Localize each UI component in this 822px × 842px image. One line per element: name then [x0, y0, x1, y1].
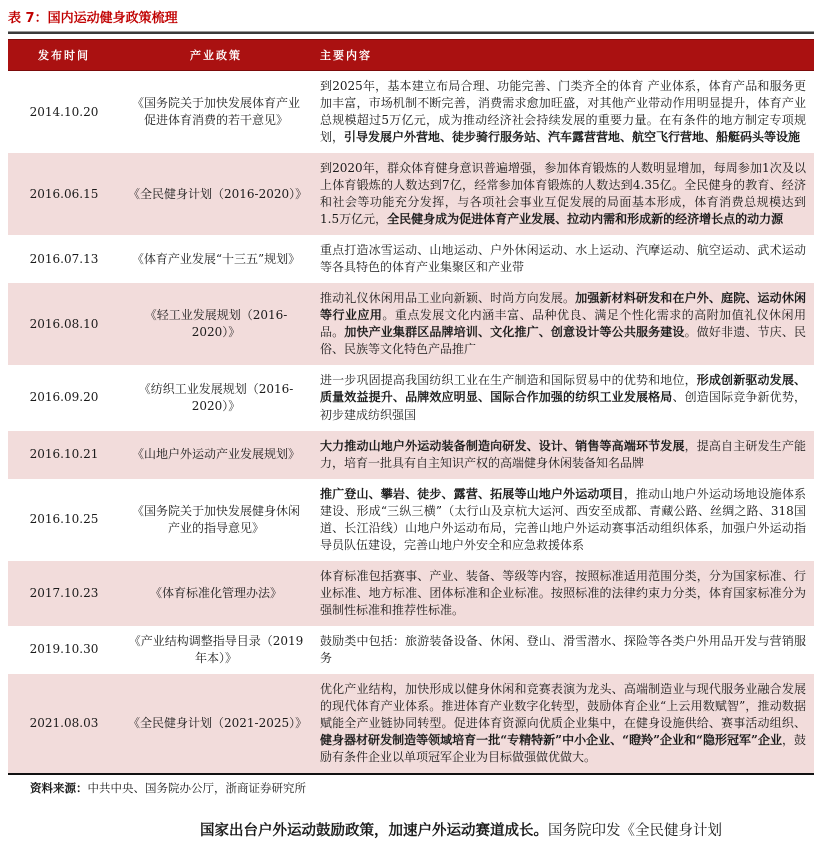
- table-row: [8, 431, 814, 479]
- policy-content-emphasis: 推广登山、攀岩、徒步、露营、拓展等山地户外运动项目: [320, 486, 624, 501]
- policy-date: 2016.10.21: [29, 447, 99, 462]
- policy-name: 《体育标准化管理办法》: [149, 585, 282, 600]
- policy-content: [312, 479, 814, 561]
- policy-date: 2021.08.03: [29, 715, 99, 730]
- policy-name: 《国务院关于加快发展体育产业促进体育消费的若干意见》: [131, 96, 300, 128]
- summary-bold-text: 国家出台户外运动鼓励政策，加速户外运动赛道成长。: [200, 822, 548, 839]
- table-row: [8, 626, 814, 674]
- policy-name: 《全民健身计划（2021-2025）》: [128, 715, 308, 730]
- source-text: 中共中央、国务院办公厅，浙商证券研究所: [87, 781, 306, 796]
- source-label: 资料来源：: [30, 781, 88, 796]
- policy-content-text: 。做好非遗、节庆、民俗、民族等文化特色产品推广: [320, 325, 806, 357]
- policy-date: 2016.07.13: [29, 251, 99, 266]
- col-header-content: 主要内容: [312, 40, 814, 71]
- policy-content: [312, 561, 814, 626]
- policy-content-text: ，提高自主研发生产能力，培育一批具有自主知识产权的高端健身休闲装备知名品牌: [320, 438, 806, 470]
- policy-content-text: 进一步巩固提高我国纺织工业在生产制造和国际贸易中的优势和地位，: [320, 373, 697, 388]
- summary-regular-text: 国务院印发《全民健身计划: [548, 823, 722, 839]
- policy-content-text: 重点打造冰雪运动、山地运动、户外休闲运动、水上运动、汽摩运动、航空运动、武术运动等各具特色的体育产业集聚区和产业带: [320, 243, 806, 275]
- policy-date: 2016.06.15: [29, 186, 99, 201]
- source-note: [8, 780, 814, 796]
- policy-name: 《产业结构调整指导目录（2019年本）》: [128, 633, 304, 665]
- policy-content-text: 到2025年，基本建立布局合理、功能完善、门类齐全的体育 产业体系，体育产品和服务更加丰富，市场机制不断完善，消费需求愈加旺盛，对其他产业带动作用明显提升，体育产业总规模超过5万亿元，成为推动经济社会持续发展的重要力量。在有条件的地方制定专项规划，: [320, 79, 806, 145]
- policy-name: 《山地户外运动产业发展规划》: [131, 447, 300, 462]
- col-header-date: 发布时间: [8, 40, 120, 71]
- table-row: [8, 561, 814, 626]
- table-row: [8, 479, 814, 561]
- policy-content: [312, 71, 814, 154]
- policy-content: [312, 674, 814, 774]
- policy-date: 2017.10.23: [29, 585, 99, 600]
- policy-table-rows: [8, 71, 814, 775]
- policy-content-emphasis: 形成创新驱动发展、质量效益提升、品牌效应明显、国际合作加强的纺织工业发展格局: [320, 373, 806, 405]
- table-row: [8, 71, 814, 154]
- policy-content-emphasis: 全民健身成为促进体育产业发展、拉动内需和形成新的经济增长点的动力源: [387, 212, 784, 227]
- policy-content-text: 、创造国际竞争新优势，初步建成纺织强国: [320, 390, 806, 422]
- table-row: [8, 235, 814, 283]
- policy-content-text: 鼓励类中包括：旅游装备设备、休闲、登山、滑雪潜水、探险等各类户外用品开发与营销服务: [320, 633, 806, 665]
- policy-content-text: ，推动山地户外运动场地设施体系建设、形成“三纵三横”（太行山及京杭大运河、西安至成都、青藏公路、丝绸之路、318国道、长江沿线）山地户外运动布局，完善山地户外运动赛事活动组织体系，加强户外运动指导员队伍建设，完善山地户外安全和应急救援体系: [320, 486, 806, 552]
- policy-date: 2016.09.20: [29, 390, 99, 405]
- summary-paragraph: [0, 819, 822, 840]
- table-header-row: [8, 40, 814, 71]
- policy-content: [312, 365, 814, 430]
- policy-content-emphasis: 健身器材研发制造等领域培育一批“专精特新”中小企业、“瞪羚”企业和“隐形冠军”企业: [320, 732, 782, 747]
- policy-content-emphasis: 加强新材料研发和在户外、庭院、运动休闲等行业应用: [320, 291, 806, 323]
- policy-content: [312, 153, 814, 235]
- table-row: [8, 674, 814, 774]
- table-row: [8, 365, 814, 430]
- table-title: 表 7：国内运动健身政策梳理: [8, 11, 178, 26]
- policy-name: 《纺织工业发展规划（2016-2020）》: [138, 381, 294, 413]
- policy-name: 《轻工业发展规划（2016-2020）》: [144, 308, 288, 340]
- policy-content-emphasis: 大力推动山地户外运动装备制造向研发、设计、销售等高端环节发展: [320, 438, 685, 453]
- table-row: [8, 283, 814, 365]
- policy-content-text: 体育标准包括赛事、产业、装备、等级等内容，按照标准适用范围分类，分为国家标准、行业标准、地方标准、团体标准和企业标准。按照标准的法律约束力分类，体育国家标准分为强制性标准和推荐性标准。: [320, 568, 806, 617]
- policy-content: [312, 626, 814, 674]
- policy-content-text: 。重点发展文化内涵丰富、品种优良、满足个性化需求的高附加值礼仪休闲用品。: [320, 308, 806, 340]
- policy-date: 2016.10.25: [29, 512, 99, 527]
- policy-date: 2019.10.30: [29, 642, 99, 657]
- policy-content-text: 推动礼仪休闲用品工业向新颖、时尚方向发展。: [320, 291, 576, 306]
- policy-content: [312, 431, 814, 479]
- policy-name: 《全民健身计划（2016-2020）》: [128, 186, 308, 201]
- policy-content-text: ，鼓励有条件企业以单项冠军企业为目标做强做优做大。: [320, 732, 806, 764]
- policy-content: [312, 235, 814, 283]
- policy-name: 《体育产业发展“十三五”规划》: [131, 251, 301, 266]
- policy-content-text: 到2020年，群众体育健身意识普遍增强，参加体育锻炼的人数明显增加，每周参加1次及以上体育锻炼的人数达到7亿，经常参加体育锻炼的人数达到4.35亿。全民健身的教育、经济和社会等功能充分发挥，与各项社会事业互促发展的局面基本形成，体育消费总规模达到1.5万亿元，: [320, 161, 806, 227]
- table-row: [8, 153, 814, 235]
- policy-content-emphasis: 引导发展户外营地、徒步骑行服务站、汽车露营营地、航空飞行营地、船艇码头等设施: [344, 130, 801, 145]
- policy-table: [8, 39, 814, 775]
- policy-name: 《国务院关于加快发展健身休闲产业的指导意见》: [131, 503, 300, 535]
- policy-content-text: 优化产业结构，加快形成以健身休闲和竞赛表演为龙头、高端制造业与现代服务业融合发展的现代体育产业体系。推进体育产业数字化转型，鼓励体育企业“上云用数赋智”，推动数据赋能全产业链协同转型。促进体育资源向优质企业集中，在健身设施供给、赛事活动组织、: [320, 681, 806, 730]
- policy-date: 2016.08.10: [29, 316, 99, 331]
- title-divider: [8, 31, 814, 34]
- policy-content-emphasis: 加快产业集群区品牌培训、文化推广、创意设计等公共服务建设: [344, 325, 685, 340]
- col-header-policy: 产业政策: [120, 40, 312, 71]
- policy-content: [312, 283, 814, 365]
- policy-date: 2014.10.20: [29, 104, 99, 119]
